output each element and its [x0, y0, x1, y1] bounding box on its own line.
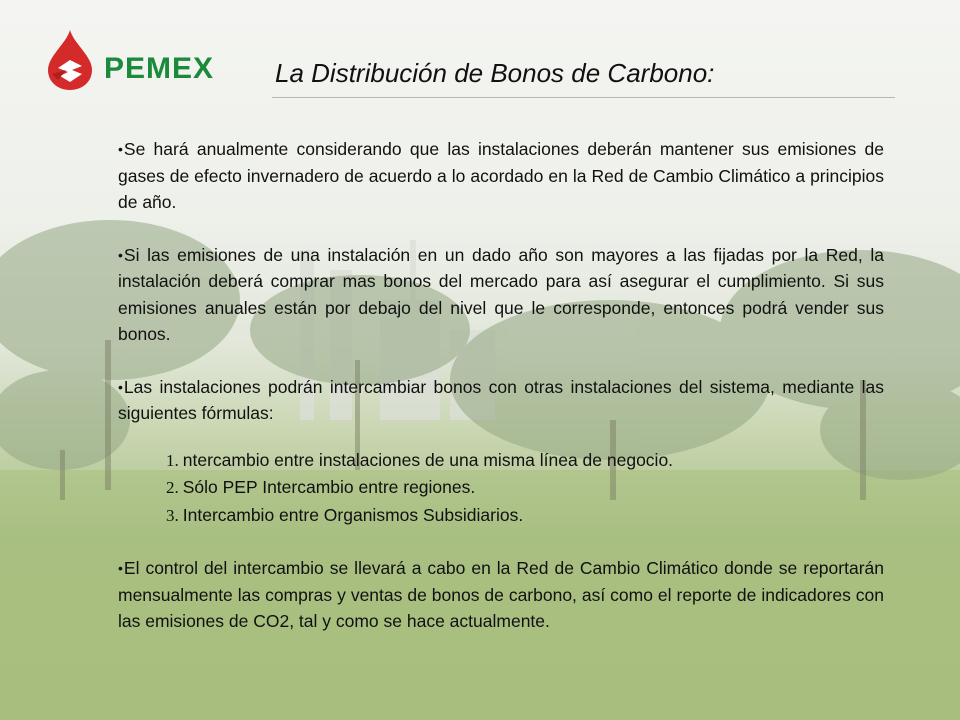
formula-list [118, 447, 884, 530]
list-number: 2. [166, 478, 179, 497]
bullet-icon: • [118, 378, 123, 395]
content-body [118, 136, 884, 661]
list-number: 1. [166, 450, 179, 470]
paragraph-text: Si las emisiones de una instalación en un dado año son mayores a las fijadas por la Red, la instalación deberá comprar mas bonos del mercado para así asegurar el cumplimiento. Si sus emisiones anuales están por debajo del nivel que le corresponde, entonces podrá vender sus bonos. [118, 244, 884, 344]
bullet-icon: • [118, 246, 123, 263]
list-item [166, 447, 884, 475]
paragraph-text: El control del intercambio se llevará a cabo en la Red de Cambio Climático donde se reportarán mensualmente las compras y ventas de bonos de carbono, así como el reporte de indicadores con las emisiones de CO2, tal y como se hace actualmente. [118, 558, 884, 631]
bullet-icon: • [118, 560, 123, 576]
pemex-logo [40, 30, 250, 92]
list-item [166, 474, 884, 502]
bullet-paragraph [118, 242, 884, 348]
list-text: Intercambio entre Organismos Subsidiarios. [182, 504, 524, 525]
bullet-icon: • [118, 141, 123, 157]
list-text: Sólo PEP Intercambio entre regiones. [182, 477, 476, 497]
page-title: La Distribución de Bonos de Carbono: [275, 58, 715, 88]
list-text: ntercambio entre instalaciones de una misma línea de negocio. [182, 449, 674, 470]
bullet-paragraph [118, 555, 884, 635]
paragraph-text: Las instalaciones podrán intercambiar bonos con otras instalaciones del sistema, mediante las siguientes fórmulas: [118, 376, 884, 423]
title-divider [272, 97, 895, 98]
bullet-paragraph [118, 374, 884, 427]
paragraph-text: Se hará anualmente considerando que las instalaciones deberán mantener sus emisiones de gases de efecto invernadero de acuerdo a lo acordado en la Red de Cambio Climático a principios de año. [118, 139, 884, 212]
list-number: 3. [166, 505, 179, 525]
bullet-paragraph [118, 136, 884, 216]
svg-text:PEMEX: PEMEX [104, 52, 215, 85]
list-item [166, 502, 884, 530]
